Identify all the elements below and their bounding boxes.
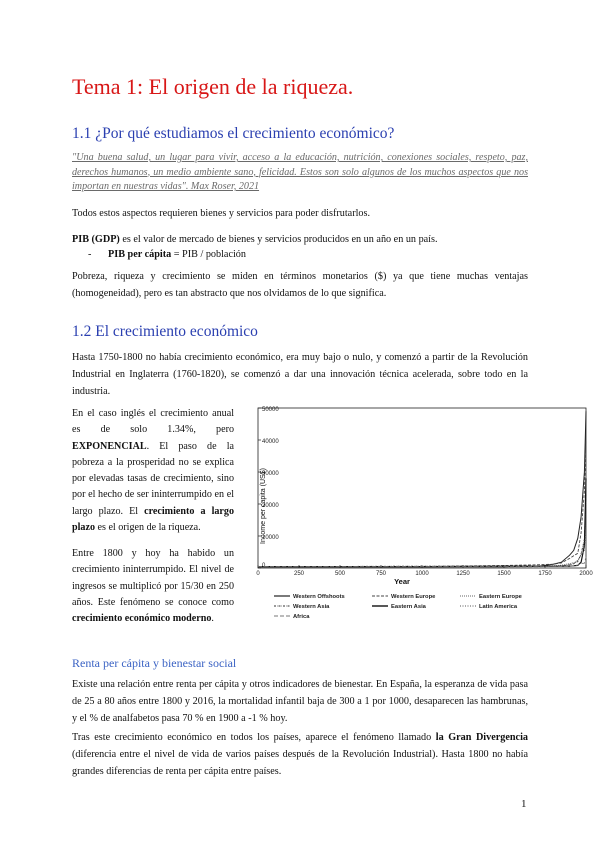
modern-growth-text-1: Entre 1800 y hoy ha habido un crecimiento ininterrumpido. El nivel de ingresos se multiplicó por 15/30 en 250 años. Este fenómeno se conoce como xyxy=(72,548,234,608)
x-tick-label: 250 xyxy=(293,571,305,577)
legend-label: Western Asia xyxy=(293,604,330,610)
long-term-growth-term: crecimiento a largo plazo xyxy=(72,505,234,534)
paragraph-modern-growth xyxy=(72,546,234,627)
x-tick-label: 1250 xyxy=(456,571,470,577)
x-tick-label: 2000 xyxy=(579,571,593,577)
x-tick-label: 500 xyxy=(334,571,346,577)
english-case-text-1: En el caso inglés el crecimiento anual es de solo 1.34%, pero xyxy=(72,408,234,436)
x-axis-label: Year xyxy=(394,577,410,586)
y-tick-label: 50000 xyxy=(262,407,279,413)
series-line-western-europe xyxy=(258,440,586,567)
section-heading-1-1: 1.1 ¿Por qué estudiamos el crecimiento económico? xyxy=(72,125,395,142)
paragraph-poverty: Pobreza, riqueza y crecimiento se miden en términos monetarios ($) ya que tiene muchas ventajas (homogeneidad), pero es tan abstracto que nos olvidamos de lo que significa. xyxy=(72,271,528,299)
pib-per-capita-formula: = PIB / población xyxy=(171,249,246,260)
series-line-eastern-europe xyxy=(258,501,586,567)
series-line-western-asia xyxy=(258,494,586,566)
y-tick-label: 40000 xyxy=(262,439,279,445)
bullet-dash: - xyxy=(88,249,92,260)
page-title: Tema 1: El origen de la riqueza. xyxy=(72,74,354,99)
paragraph-growth-history: Hasta 1750-1800 no había crecimiento económico, era muy bajo o nulo, y comenzó a partir de la Revolución Industrial en Inglaterra (1760-1820), se comenzó a dar una innovación técnica acelerada, sobre todo en la industria. xyxy=(72,352,528,397)
legend-label: Latin America xyxy=(479,604,518,610)
modern-growth-term: crecimiento económico moderno xyxy=(72,613,212,625)
legend-label: Western Europe xyxy=(391,594,436,600)
paragraph-great-divergence xyxy=(72,729,528,780)
bullet-pib-per-capita xyxy=(88,249,246,260)
paragraph-pib xyxy=(72,231,528,248)
divergence-text-2: (diferencia entre el nivel de vida de varios países después de la Revolución Industrial). Hasta 1800 no había grandes diferencias de renta per cápita entre países. xyxy=(72,749,528,777)
legend-label: Eastern Asia xyxy=(391,604,426,610)
y-tick-label: 0 xyxy=(262,563,266,569)
plot-frame xyxy=(258,408,586,568)
exponential-term: EXPONENCIAL xyxy=(72,440,147,452)
legend-label: Eastern Europe xyxy=(479,594,522,600)
chart-series xyxy=(258,411,586,567)
chart-axes xyxy=(256,407,593,577)
y-axis-label: Income per capita (US$) xyxy=(260,468,267,544)
x-tick-label: 750 xyxy=(375,571,387,577)
paragraph-welfare: Existe una relación entre renta per cápita y otros indicadores de bienestar. En España, la esperanza de vida pasa de 25 a 80 años entre 1800 y 2016, la mortalidad infantil baja de 300 a 1 por 1000, desaparecen las hambrunas, y el % de analfabetos pasa 70 % en 1900 a -1 % hoy. xyxy=(72,679,528,724)
income-per-capita-chart xyxy=(248,400,600,632)
series-line-western-offshoots xyxy=(258,411,586,567)
x-tick-label: 0 xyxy=(256,571,260,577)
pib-per-capita-term: PIB per cápita xyxy=(108,249,172,260)
series-line-latin-america xyxy=(258,523,586,567)
english-case-text-2: . El paso de la pobreza a la prosperidad no se explica por elevadas tasas de crecimiento, sino por el hecho de ser ininterrumpido en el largo plazo. El xyxy=(72,440,234,517)
english-case-text-3: es el origen de la riqueza. xyxy=(95,522,201,534)
y-tick-label: 10000 xyxy=(262,535,279,541)
paragraph-aspects: Todos estos aspectos requieren bienes y servicios para poder disfrutarlos. xyxy=(72,208,371,219)
chart-legend xyxy=(274,594,523,620)
quote-max-roser: "Una buena salud, un lugar para vivir, acceso a la educación, nutrición, conexiones sociales, respeto, paz, derechos humanos, un medio ambiente sano, felicidad. Estos son solo algunos de los muchos aspectos que nos importan en nuestras vidas". Max Roser, 2021 xyxy=(72,152,528,192)
x-tick-label: 1000 xyxy=(415,571,429,577)
pib-term: PIB (GDP) xyxy=(72,234,120,245)
x-tick-label: 1500 xyxy=(497,571,511,577)
x-tick-label: 1750 xyxy=(538,571,552,577)
subheading-renta: Renta per cápita y bienestar social xyxy=(72,656,237,670)
y-tick-label: 20000 xyxy=(262,503,279,509)
series-line-eastern-asia xyxy=(258,478,586,566)
legend-label: Africa xyxy=(293,614,310,620)
section-heading-1-2: 1.2 El crecimiento económico xyxy=(72,323,258,340)
paragraph-english-case xyxy=(72,406,234,536)
y-tick-label: 30000 xyxy=(262,471,279,477)
great-divergence-term: la Gran Divergencia xyxy=(435,732,528,743)
modern-growth-text-2: . xyxy=(211,613,214,625)
page-number: 1 xyxy=(521,798,527,810)
divergence-text-1: Tras este crecimiento económico en todos los países, aparece el fenómeno llamado xyxy=(72,732,436,743)
pib-definition: es el valor de mercado de bienes y servicios producidos en un año en un país. xyxy=(119,234,438,245)
legend-label: Western Offshoots xyxy=(293,594,345,600)
